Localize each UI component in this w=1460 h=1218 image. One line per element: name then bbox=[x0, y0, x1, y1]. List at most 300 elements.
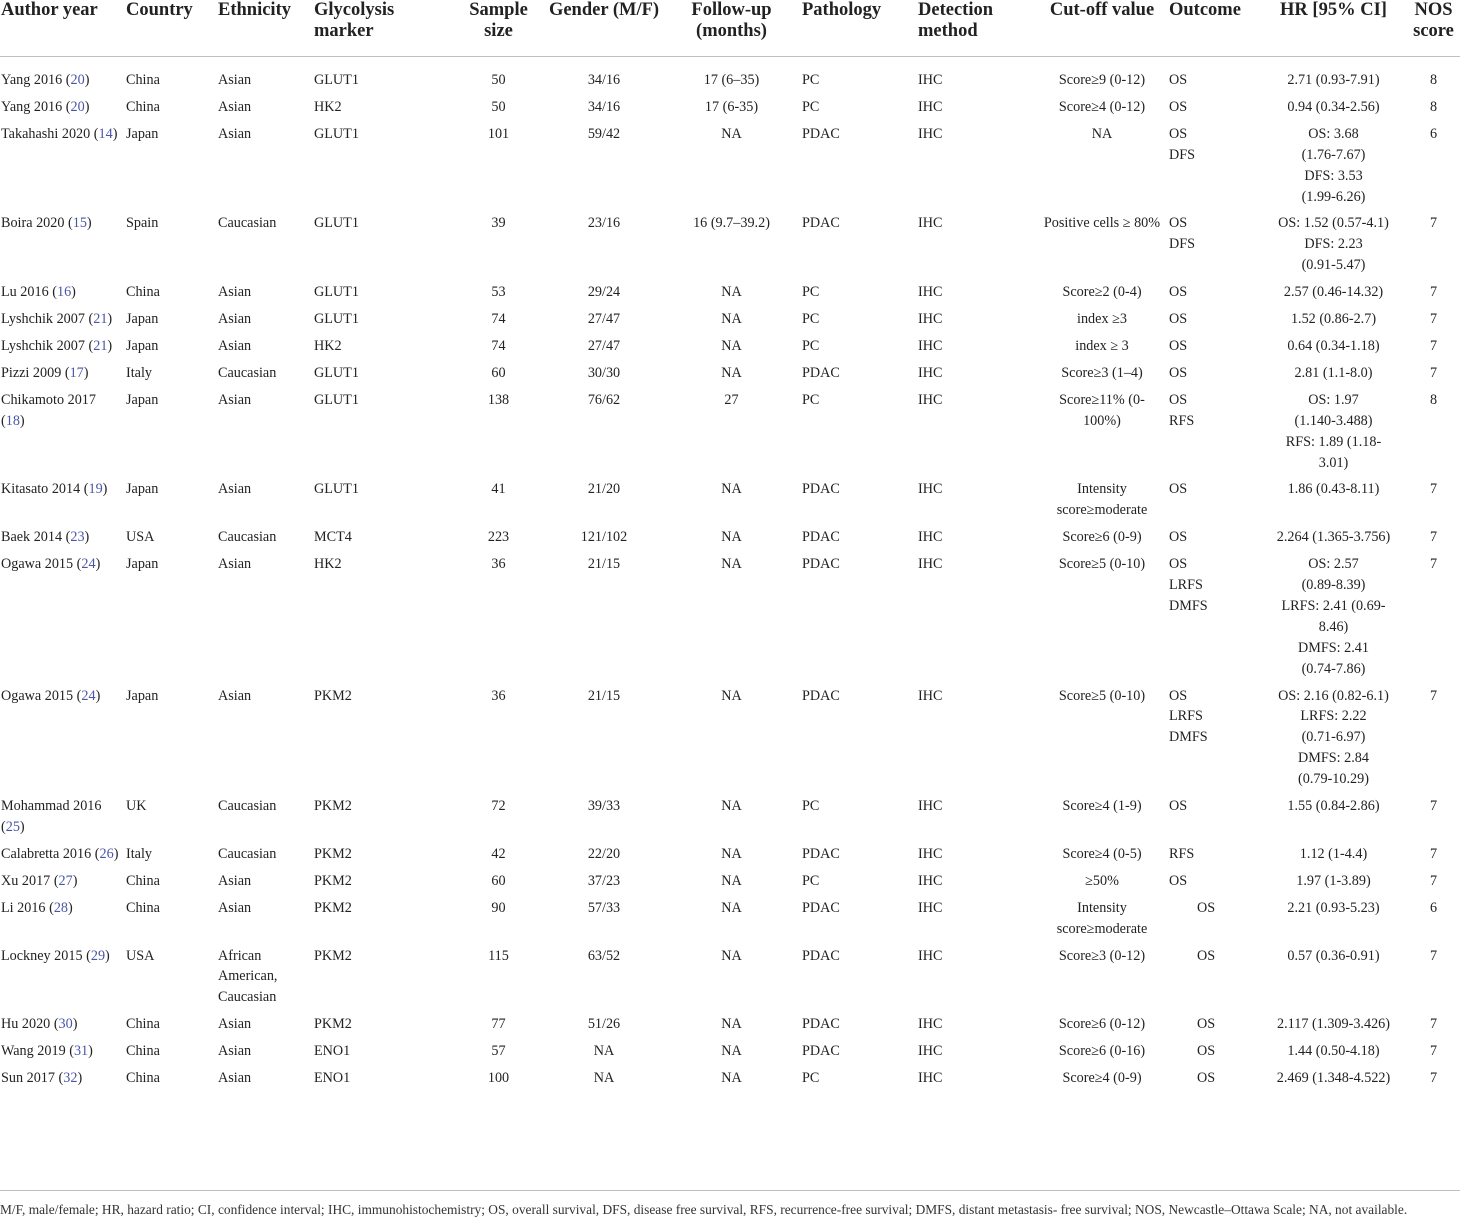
nos-score-cell: 7 bbox=[1429, 311, 1438, 328]
detection-method-cell: IHC bbox=[918, 1043, 943, 1060]
country-cell: Japan bbox=[126, 125, 159, 142]
hazard-ratio-cell: 2.264 (1.365-3.756) bbox=[1276, 529, 1391, 546]
follow-up-cell: NA bbox=[721, 1070, 742, 1087]
country-cell: Japan bbox=[126, 391, 159, 408]
column-header-cut-off-value: Cut-off value bbox=[1037, 0, 1167, 57]
nos-score-cell: 7 bbox=[1429, 481, 1438, 498]
cell-line: (0.89-8.39) bbox=[1301, 577, 1366, 594]
cell-line: DMFS: 2.41 bbox=[1298, 639, 1369, 656]
detection-method-cell: IHC bbox=[918, 899, 943, 916]
marker-cell: GLUT1 bbox=[314, 311, 359, 328]
detection-method-cell: IHC bbox=[918, 337, 943, 354]
gender-cell: 51/26 bbox=[587, 1016, 621, 1033]
cut-off-cell: Score≥9 (0-12) bbox=[1058, 72, 1146, 88]
gender-cell: 57/33 bbox=[587, 899, 621, 916]
cell-line: OS bbox=[1169, 125, 1188, 142]
column-header-hazard-ratio: HR [95% CI] bbox=[1260, 0, 1407, 57]
gender-cell: 27/47 bbox=[587, 337, 621, 354]
table-row bbox=[0, 57, 1460, 97]
table-row bbox=[0, 390, 1460, 480]
cell-line: (1.99-6.26) bbox=[1301, 188, 1366, 205]
author-year-cell: Ogawa 2015 (24) bbox=[1, 687, 101, 704]
pathology-cell: PDAC bbox=[802, 529, 840, 546]
outcome-cell: OS bbox=[1169, 311, 1188, 328]
nos-score-cell: 7 bbox=[1429, 798, 1438, 815]
table-row bbox=[0, 309, 1460, 336]
hazard-ratio-cell bbox=[1260, 213, 1407, 282]
author-text: Yang 2016 bbox=[1, 72, 63, 88]
cell-line: DMFS: 2.84 bbox=[1298, 750, 1369, 767]
sample-size-cell: 90 bbox=[491, 899, 506, 916]
header-row bbox=[0, 0, 1460, 57]
table-row bbox=[0, 844, 1460, 871]
follow-up-cell: NA bbox=[721, 284, 742, 301]
pathology-cell: PDAC bbox=[802, 125, 840, 142]
marker-cell: PKM2 bbox=[314, 798, 352, 815]
cell-line: OS: 3.68 bbox=[1308, 125, 1359, 142]
gender-cell: 23/16 bbox=[587, 215, 621, 232]
cell-line: LRFS: 2.41 (0.69- bbox=[1281, 597, 1386, 614]
pathology-cell: PDAC bbox=[802, 481, 840, 498]
author-year-cell: Li 2016 (28) bbox=[1, 899, 73, 916]
pathology-cell: PC bbox=[802, 1070, 820, 1087]
detection-method-cell: IHC bbox=[918, 391, 943, 408]
author-text: Takahashi 2020 bbox=[1, 125, 91, 142]
ethnicity-cell bbox=[216, 946, 312, 1015]
ethnicity-cell: Asian bbox=[218, 872, 252, 889]
sample-size-cell: 36 bbox=[491, 687, 506, 704]
outcome-cell: OS bbox=[1197, 1016, 1216, 1033]
pathology-cell: PDAC bbox=[802, 947, 840, 964]
follow-up-cell: NA bbox=[721, 125, 742, 142]
hazard-ratio-cell bbox=[1260, 554, 1407, 685]
cell-line: (0.74-7.86) bbox=[1301, 660, 1366, 677]
reference-link[interactable]: 17 bbox=[69, 364, 84, 381]
cut-off-cell: Score≥5 (0-10) bbox=[1058, 556, 1146, 573]
gender-cell: 21/20 bbox=[587, 481, 621, 498]
cell-line: American, bbox=[218, 968, 278, 985]
reference-link[interactable]: 24 bbox=[81, 687, 96, 704]
country-cell: China bbox=[126, 72, 160, 88]
ethnicity-cell: Asian bbox=[218, 125, 252, 142]
gender-cell: 76/62 bbox=[587, 391, 621, 408]
table-row bbox=[0, 1014, 1460, 1041]
outcome-cell: OS bbox=[1197, 899, 1216, 916]
cell-line: LRFS: 2.22 bbox=[1300, 708, 1367, 725]
reference-link[interactable]: 20 bbox=[70, 98, 85, 115]
detection-method-cell: IHC bbox=[918, 311, 943, 328]
follow-up-cell: NA bbox=[721, 798, 742, 815]
table-row bbox=[0, 479, 1460, 527]
cut-off-cell: Score≥6 (0-9) bbox=[1062, 529, 1142, 546]
country-cell: China bbox=[126, 872, 160, 889]
sample-size-cell: 100 bbox=[487, 1070, 510, 1087]
country-cell: China bbox=[126, 284, 160, 301]
table-row bbox=[0, 898, 1460, 946]
marker-cell: PKM2 bbox=[314, 899, 352, 916]
author-year-cell: Wang 2019 (31) bbox=[1, 1043, 93, 1060]
outcome-cell: OS bbox=[1169, 72, 1188, 88]
nos-score-cell: 7 bbox=[1429, 687, 1438, 704]
hazard-ratio-cell bbox=[1260, 686, 1407, 797]
follow-up-cell: NA bbox=[721, 872, 742, 889]
author-text: Pizzi 2009 bbox=[1, 364, 62, 381]
reference-link[interactable]: 29 bbox=[90, 947, 106, 964]
country-cell: China bbox=[126, 1043, 160, 1060]
sample-size-cell: 36 bbox=[491, 556, 506, 573]
follow-up-cell: NA bbox=[721, 337, 742, 354]
hazard-ratio-cell: 2.71 (0.93-7.91) bbox=[1287, 72, 1380, 88]
gender-cell: 37/23 bbox=[587, 872, 621, 889]
gender-cell: 21/15 bbox=[587, 687, 621, 704]
cut-off-cell: Score≥4 (0-5) bbox=[1062, 845, 1142, 862]
outcome-cell bbox=[1167, 124, 1260, 214]
hazard-ratio-cell: 1.52 (0.86-2.7) bbox=[1290, 311, 1377, 328]
reference-link[interactable]: 25 bbox=[5, 819, 20, 835]
hazard-ratio-cell: 1.55 (0.84-2.86) bbox=[1287, 798, 1380, 815]
table-row bbox=[0, 363, 1460, 390]
nos-score-cell: 7 bbox=[1429, 284, 1438, 301]
outcome-cell: OS bbox=[1169, 798, 1188, 815]
ethnicity-cell: Asian bbox=[218, 1070, 252, 1087]
cut-off-cell: Score≥4 (1-9) bbox=[1062, 798, 1142, 815]
reference-link[interactable]: 23 bbox=[70, 529, 85, 546]
pathology-cell: PDAC bbox=[802, 687, 840, 704]
ethnicity-cell: Asian bbox=[218, 311, 252, 328]
cell-line: African bbox=[218, 947, 262, 964]
cell-line: Intensity bbox=[1077, 481, 1127, 498]
nos-score-cell: 7 bbox=[1429, 215, 1438, 232]
author-year-cell: Pizzi 2009 (17) bbox=[1, 364, 89, 381]
country-cell: Japan bbox=[126, 311, 159, 328]
author-text: Baek 2014 bbox=[1, 529, 63, 546]
reference-link[interactable]: 16 bbox=[56, 284, 72, 301]
pathology-cell: PDAC bbox=[802, 364, 840, 381]
cell-line: DFS bbox=[1169, 146, 1196, 163]
follow-up-cell: NA bbox=[721, 529, 742, 546]
author-year-cell: Hu 2020 (30) bbox=[1, 1016, 78, 1033]
author-year-cell: Kitasato 2014 (19) bbox=[1, 481, 108, 498]
gender-cell: NA bbox=[593, 1070, 615, 1087]
table-row bbox=[0, 946, 1460, 1015]
cut-off-cell: Score≥6 (0-16) bbox=[1058, 1043, 1146, 1060]
outcome-cell: OS bbox=[1169, 364, 1188, 381]
marker-cell: PKM2 bbox=[314, 687, 352, 704]
reference-link[interactable]: 27 bbox=[58, 872, 73, 889]
marker-cell: HK2 bbox=[314, 556, 342, 573]
follow-up-cell: NA bbox=[721, 687, 742, 704]
cell-line: 8.46) bbox=[1318, 618, 1349, 635]
author-text: Xu 2017 bbox=[1, 872, 51, 889]
outcome-cell bbox=[1167, 390, 1260, 480]
follow-up-cell: NA bbox=[721, 947, 742, 964]
nos-score-cell: 8 bbox=[1429, 391, 1438, 408]
nos-score-cell: 7 bbox=[1429, 337, 1438, 354]
cut-off-cell bbox=[1037, 390, 1167, 480]
reference-link[interactable]: 26 bbox=[99, 845, 114, 862]
outcome-cell: OS bbox=[1169, 481, 1188, 498]
detection-method-cell: IHC bbox=[918, 529, 943, 546]
cell-line: OS: 2.57 bbox=[1308, 556, 1359, 573]
country-cell: Japan bbox=[126, 687, 159, 704]
marker-cell: GLUT1 bbox=[314, 284, 359, 301]
cut-off-cell: Score≥6 (0-12) bbox=[1058, 1016, 1146, 1033]
country-cell: China bbox=[126, 899, 160, 916]
author-text: Lyshchik 2007 bbox=[1, 337, 85, 354]
hazard-ratio-cell: 2.21 (0.93-5.23) bbox=[1287, 899, 1380, 916]
country-cell: Italy bbox=[126, 845, 152, 862]
hazard-ratio-cell: 1.86 (0.43-8.11) bbox=[1287, 481, 1380, 498]
author-year-cell: Xu 2017 (27) bbox=[1, 872, 78, 889]
follow-up-cell: 27 bbox=[724, 391, 739, 408]
pathology-cell: PC bbox=[802, 98, 820, 115]
cut-off-cell: Score≥2 (0-4) bbox=[1062, 284, 1142, 301]
reference-link[interactable]: 21 bbox=[93, 337, 108, 354]
sample-size-cell: 72 bbox=[491, 798, 506, 815]
detection-method-cell: IHC bbox=[918, 845, 943, 862]
follow-up-cell: NA bbox=[721, 311, 742, 328]
cut-off-cell: Score≥5 (0-10) bbox=[1058, 687, 1146, 704]
pathology-cell: PDAC bbox=[802, 845, 840, 862]
marker-cell: GLUT1 bbox=[314, 391, 359, 408]
author-text: Sun 2017 bbox=[1, 1070, 55, 1087]
marker-cell: GLUT1 bbox=[314, 215, 359, 232]
table-footnote: M/F, male/female; HR, hazard ratio; CI, confidence interval; IHC, immunohistochemistry; OS, overall survival, DFS, disease free survival, RFS, recurrence-free survival; DMFS, distant metastasis- free survival; NOS, Newcastle–Ottawa Scale; NA, not available. bbox=[0, 1190, 1460, 1218]
author-year-cell: Yang 2016 (20) bbox=[1, 98, 90, 115]
cut-off-cell: Score≥4 (0-9) bbox=[1062, 1070, 1142, 1087]
table-row bbox=[0, 213, 1460, 282]
detection-method-cell: IHC bbox=[918, 1016, 943, 1033]
gender-cell: 63/52 bbox=[587, 947, 621, 964]
marker-cell: PKM2 bbox=[314, 1016, 352, 1033]
author-year-cell: Takahashi 2020 (14) bbox=[1, 125, 118, 142]
ethnicity-cell: Asian bbox=[218, 284, 252, 301]
author-text: Chikamoto 2017 bbox=[1, 391, 96, 408]
country-cell: Japan bbox=[126, 337, 159, 354]
table-row bbox=[0, 796, 1460, 844]
nos-score-cell: 7 bbox=[1429, 1070, 1438, 1087]
column-header-gender: Gender (M/F) bbox=[545, 0, 663, 57]
reference-link[interactable]: 32 bbox=[63, 1070, 78, 1087]
outcome-cell: OS bbox=[1169, 284, 1188, 301]
follow-up-cell: NA bbox=[721, 1016, 742, 1033]
nos-score-cell: 7 bbox=[1429, 1043, 1438, 1060]
sample-size-cell: 42 bbox=[491, 845, 506, 862]
cut-off-cell: Score≥3 (0-12) bbox=[1058, 947, 1146, 964]
hazard-ratio-cell bbox=[1260, 124, 1407, 214]
author-text: Mohammad 2016 bbox=[1, 798, 102, 815]
author-text: Kitasato 2014 bbox=[1, 481, 81, 498]
outcome-cell: OS bbox=[1169, 529, 1188, 546]
cut-off-cell: Positive cells ≥ 80% bbox=[1043, 215, 1161, 232]
cell-line: OS: 2.16 (0.82-6.1) bbox=[1278, 687, 1389, 704]
nos-score-cell: 8 bbox=[1429, 98, 1438, 115]
reference-link[interactable]: 14 bbox=[98, 125, 113, 142]
follow-up-cell: 16 (9.7–39.2) bbox=[693, 215, 770, 232]
reference-link[interactable]: 31 bbox=[73, 1043, 89, 1060]
sample-size-cell: 60 bbox=[491, 872, 506, 889]
ethnicity-cell: Asian bbox=[218, 337, 252, 354]
author-text: Boira 2020 bbox=[1, 215, 65, 232]
cell-line: DMFS bbox=[1169, 597, 1208, 614]
author-text: Hu 2020 bbox=[1, 1016, 51, 1033]
marker-cell: HK2 bbox=[314, 337, 342, 354]
gender-cell: 29/24 bbox=[587, 284, 621, 301]
cell-line: Score≥11% (0- bbox=[1059, 391, 1145, 408]
author-year-cell: Sun 2017 (32) bbox=[1, 1070, 83, 1087]
nos-score-cell: 7 bbox=[1429, 1016, 1438, 1033]
cell-line: DFS: 2.23 bbox=[1304, 236, 1363, 253]
country-cell: USA bbox=[126, 947, 155, 964]
author-year-cell: Chikamoto 2017 (18) bbox=[1, 391, 96, 429]
country-cell: China bbox=[126, 1070, 160, 1087]
author-year-cell: Baek 2014 (23) bbox=[1, 529, 90, 546]
sample-size-cell: 77 bbox=[491, 1016, 506, 1033]
cell-line: RFS bbox=[1169, 412, 1195, 429]
marker-cell: PKM2 bbox=[314, 872, 352, 889]
column-header-glycolysis-marker: Glycolysis marker bbox=[312, 0, 452, 57]
pathology-cell: PC bbox=[802, 391, 820, 408]
pathology-cell: PC bbox=[802, 311, 820, 328]
table-row bbox=[0, 282, 1460, 309]
gender-cell: 30/30 bbox=[587, 364, 621, 381]
cut-off-cell bbox=[1037, 898, 1167, 946]
pathology-cell: PC bbox=[802, 337, 820, 354]
marker-cell: HK2 bbox=[314, 98, 342, 115]
reference-link[interactable]: 18 bbox=[5, 412, 20, 429]
table-row bbox=[0, 527, 1460, 554]
detection-method-cell: IHC bbox=[918, 364, 943, 381]
cell-line: LRFS bbox=[1169, 708, 1203, 725]
detection-method-cell: IHC bbox=[918, 1070, 943, 1087]
pathology-cell: PC bbox=[802, 284, 820, 301]
table-row bbox=[0, 1041, 1460, 1068]
reference-link[interactable]: 19 bbox=[88, 481, 103, 498]
sample-size-cell: 53 bbox=[491, 284, 506, 301]
country-cell: Spain bbox=[126, 215, 159, 232]
hazard-ratio-cell: 2.81 (1.1-8.0) bbox=[1294, 364, 1373, 381]
cell-line: Caucasian bbox=[218, 989, 277, 1006]
gender-cell: 59/42 bbox=[587, 125, 621, 142]
table-body bbox=[0, 57, 1460, 1095]
pathology-cell: PC bbox=[802, 72, 820, 88]
follow-up-cell: 17 (6-35) bbox=[704, 98, 759, 115]
column-header-pathology: Pathology bbox=[800, 0, 916, 57]
author-year-cell: Lockney 2015 (29) bbox=[1, 947, 110, 964]
gender-cell: 39/33 bbox=[587, 798, 621, 815]
cell-line: RFS: 1.89 (1.18- bbox=[1285, 433, 1382, 450]
country-cell: USA bbox=[126, 529, 155, 546]
column-header-ethnicity: Ethnicity bbox=[216, 0, 312, 57]
outcome-cell: RFS bbox=[1169, 845, 1195, 862]
ethnicity-cell: Caucasian bbox=[218, 215, 277, 232]
cell-line: LRFS bbox=[1169, 577, 1203, 594]
sample-size-cell: 138 bbox=[487, 391, 510, 408]
reference-link[interactable]: 20 bbox=[70, 72, 85, 88]
author-year-cell: Lyshchik 2007 (21) bbox=[1, 311, 113, 328]
table-row bbox=[0, 1068, 1460, 1095]
ethnicity-cell: Asian bbox=[218, 1016, 252, 1033]
hazard-ratio-cell: 1.12 (1-4.4) bbox=[1299, 845, 1368, 862]
reference-link[interactable]: 21 bbox=[93, 311, 108, 328]
author-text: Ogawa 2015 bbox=[1, 687, 74, 704]
outcome-cell: OS bbox=[1197, 947, 1216, 964]
hazard-ratio-cell: 1.97 (1-3.89) bbox=[1296, 872, 1371, 889]
reference-link[interactable]: 15 bbox=[72, 215, 87, 232]
sample-size-cell: 115 bbox=[488, 947, 509, 964]
author-text: Lu 2016 bbox=[1, 284, 49, 301]
nos-score-cell: 8 bbox=[1429, 72, 1438, 88]
outcome-cell: OS bbox=[1169, 98, 1188, 115]
ethnicity-cell: Caucasian bbox=[218, 845, 277, 862]
detection-method-cell: IHC bbox=[918, 872, 943, 889]
author-year-cell: Mohammad 2016 (25) bbox=[1, 798, 102, 835]
pathology-cell: PDAC bbox=[802, 556, 840, 573]
sample-size-cell: 60 bbox=[491, 364, 506, 381]
ethnicity-cell: Asian bbox=[218, 687, 252, 704]
detection-method-cell: IHC bbox=[918, 72, 943, 88]
hazard-ratio-cell: 1.44 (0.50-4.18) bbox=[1287, 1043, 1380, 1060]
hazard-ratio-cell: 2.469 (1.348-4.522) bbox=[1276, 1070, 1391, 1087]
pathology-cell: PDAC bbox=[802, 899, 840, 916]
hazard-ratio-cell: 0.64 (0.34-1.18) bbox=[1287, 337, 1380, 354]
nos-score-cell: 7 bbox=[1429, 529, 1438, 546]
marker-cell: PKM2 bbox=[314, 845, 352, 862]
gender-cell: 121/102 bbox=[580, 529, 628, 546]
author-year-cell: Ogawa 2015 (24) bbox=[1, 556, 101, 573]
country-cell: UK bbox=[126, 798, 147, 815]
author-year-cell: Yang 2016 (20) bbox=[1, 72, 90, 88]
column-header-nos-score: NOS score bbox=[1407, 0, 1460, 57]
reference-link[interactable]: 24 bbox=[81, 556, 96, 573]
cut-off-cell: NA bbox=[1091, 125, 1113, 142]
author-text: Lyshchik 2007 bbox=[1, 311, 85, 328]
cell-line: (0.91-5.47) bbox=[1301, 257, 1366, 274]
detection-method-cell: IHC bbox=[918, 556, 943, 573]
nos-score-cell: 7 bbox=[1429, 364, 1438, 381]
sample-size-cell: 50 bbox=[491, 72, 506, 88]
cell-line: OS: 1.52 (0.57-4.1) bbox=[1278, 215, 1389, 232]
pathology-cell: PC bbox=[802, 872, 820, 889]
cut-off-cell: index ≥ 3 bbox=[1075, 337, 1129, 354]
country-cell: Italy bbox=[126, 364, 152, 381]
cut-off-cell: index ≥3 bbox=[1077, 311, 1127, 328]
follow-up-cell: NA bbox=[721, 481, 742, 498]
sample-size-cell: 57 bbox=[491, 1043, 506, 1060]
cell-line: OS: 1.97 bbox=[1308, 391, 1359, 408]
sample-size-cell: 101 bbox=[487, 125, 510, 142]
marker-cell: ENO1 bbox=[314, 1070, 351, 1087]
author-year-cell: Lyshchik 2007 (21) bbox=[1, 337, 113, 354]
country-cell: Japan bbox=[126, 556, 159, 573]
gender-cell: NA bbox=[593, 1043, 615, 1060]
cell-line: (1.140-3.488) bbox=[1294, 412, 1373, 429]
author-text: Li 2016 bbox=[1, 899, 46, 916]
hazard-ratio-cell: 0.94 (0.34-2.56) bbox=[1287, 98, 1380, 115]
cell-line: OS bbox=[1169, 556, 1188, 573]
cell-line: (1.76-7.67) bbox=[1301, 146, 1366, 163]
outcome-cell: OS bbox=[1169, 872, 1188, 889]
cell-line: 100%) bbox=[1083, 412, 1121, 429]
hazard-ratio-cell: 2.117 (1.309-3.426) bbox=[1277, 1016, 1390, 1033]
outcome-cell: OS bbox=[1169, 337, 1188, 354]
reference-link[interactable]: 28 bbox=[53, 899, 68, 916]
detection-method-cell: IHC bbox=[918, 947, 943, 964]
marker-cell: ENO1 bbox=[314, 1043, 351, 1060]
reference-link[interactable]: 30 bbox=[58, 1016, 73, 1033]
author-year-cell: Lu 2016 (16) bbox=[1, 284, 76, 301]
cell-line: score≥moderate bbox=[1056, 920, 1148, 937]
